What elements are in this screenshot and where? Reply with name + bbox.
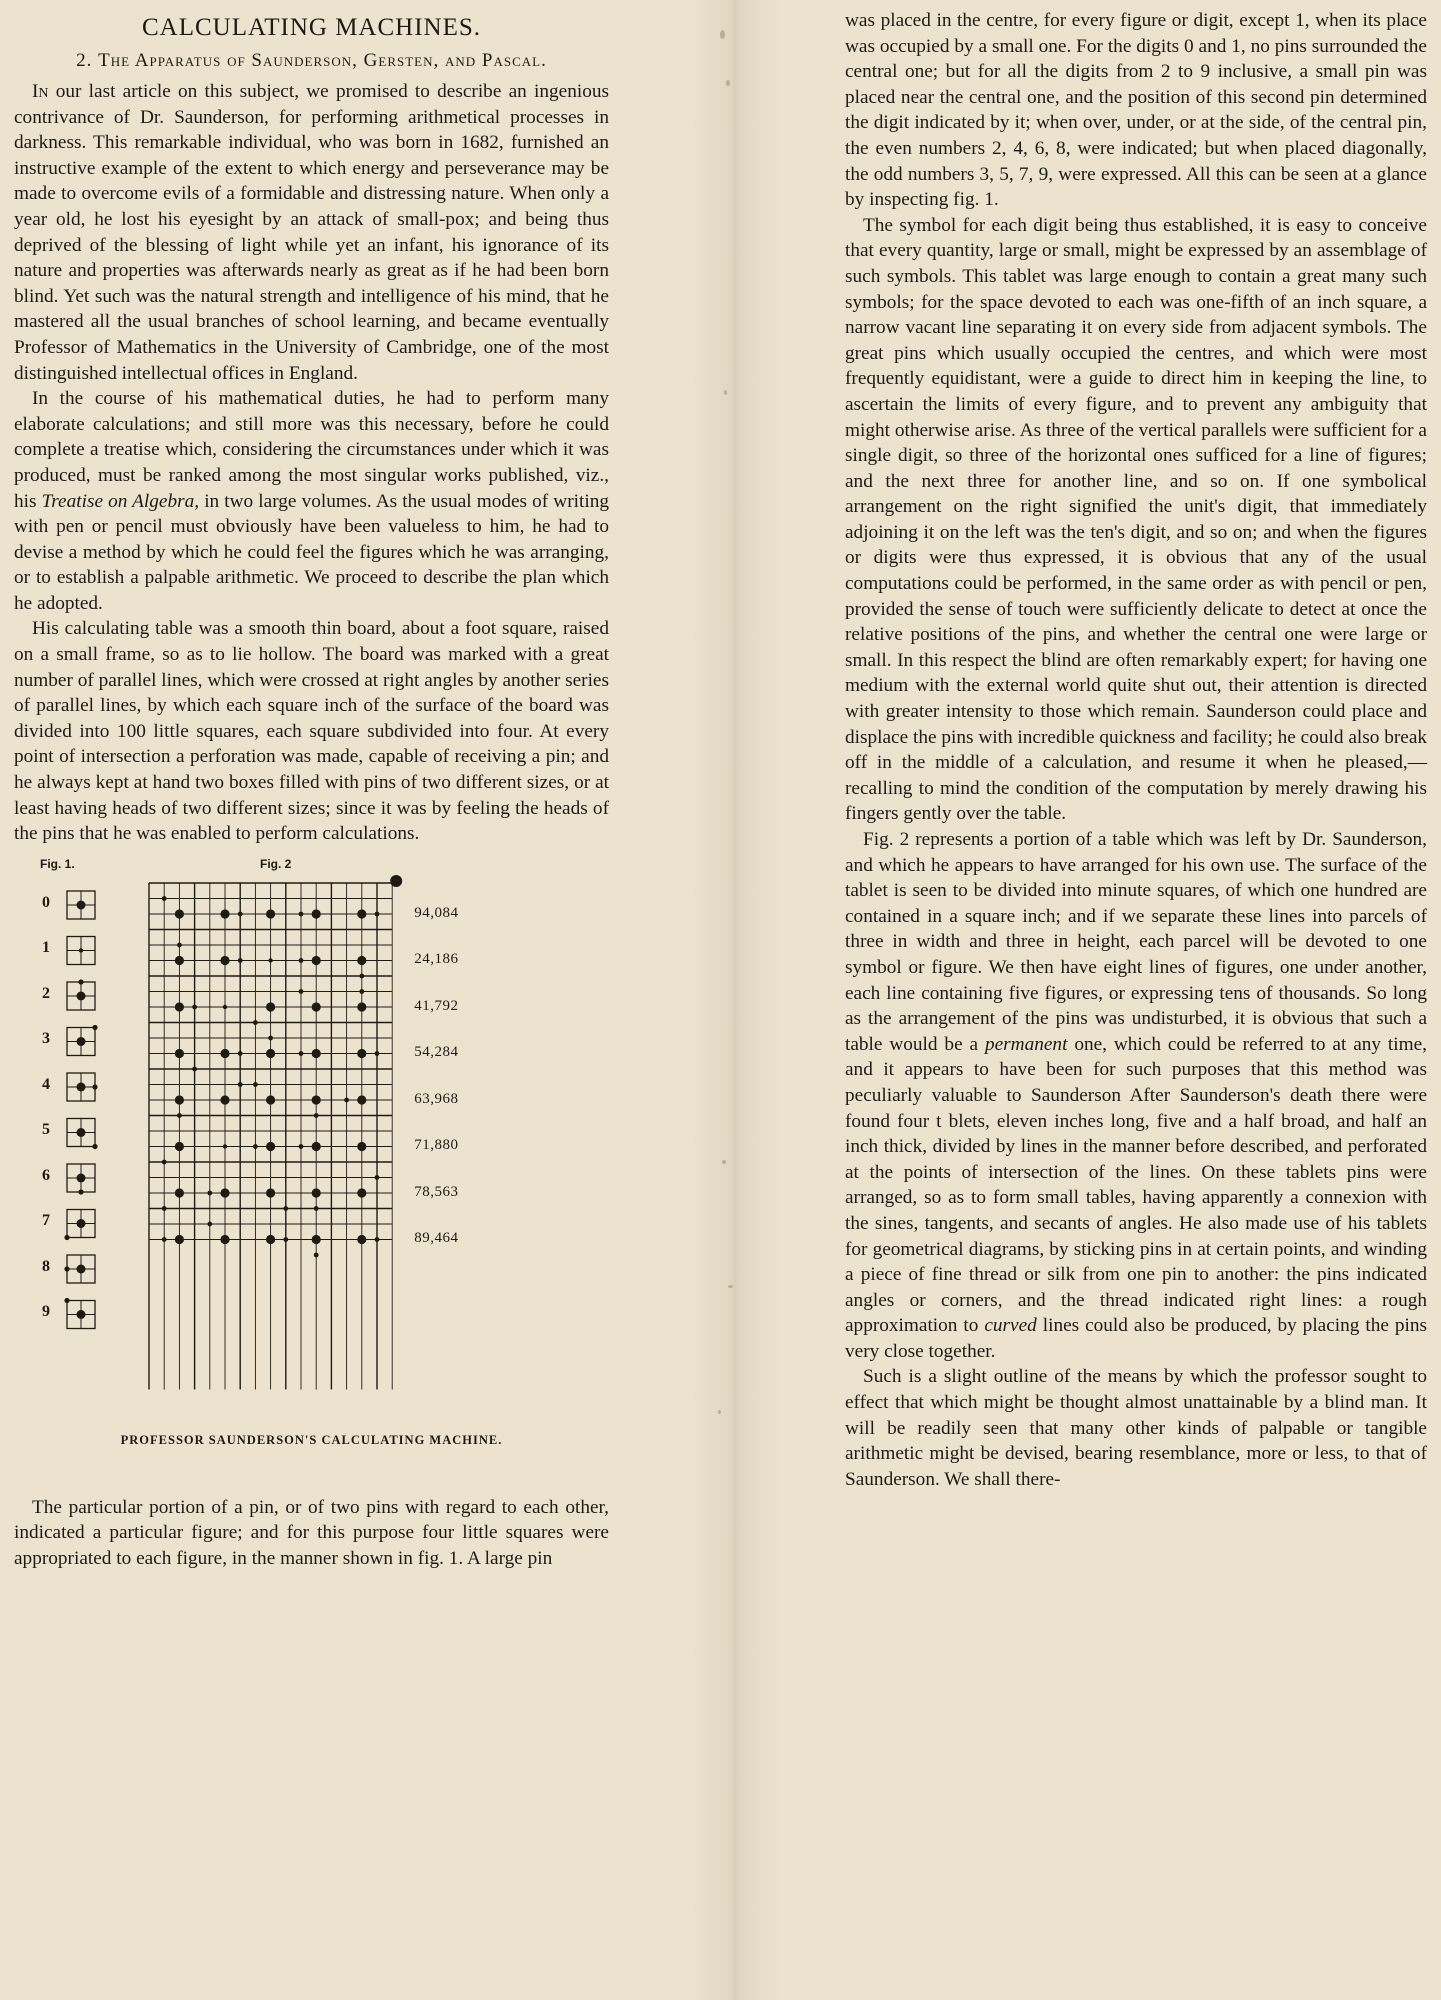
figure-calculating-machine (14, 855, 609, 1495)
grid-center-pin (357, 1049, 366, 1058)
grid-small-pin (162, 1159, 167, 1164)
grid-center-pin (175, 1142, 184, 1151)
grid-center-pin (357, 1095, 366, 1104)
page-gutter (690, 0, 780, 2000)
paper-speck (726, 80, 730, 86)
grid-center-pin (268, 958, 272, 962)
digit-label: 3 (42, 1030, 50, 1048)
row-value-label: 24,186 (414, 951, 459, 968)
center-pin (77, 1219, 86, 1228)
grid-small-pin (238, 1051, 243, 1056)
subtitle-text: The Apparatus of Saunderson, Gersten, and Pascal. (98, 50, 547, 71)
grid-center-pin (220, 1188, 229, 1197)
paragraph (14, 1495, 609, 1572)
grid-small-pin (253, 1020, 258, 1025)
grid-center-pin (175, 909, 184, 918)
row-value-label: 63,968 (414, 1090, 459, 1107)
grid-small-pin (162, 1206, 167, 1211)
paragraph-text: In the course of his mathematical duties, he had to perform many elaborate calculations; and still more was this necessary, before he could complete a treatise which, considering the circumstances under which it was produced, must be ranked among the most singular works published, viz., his (14, 388, 609, 512)
paragraph (14, 386, 609, 616)
grid-small-pin (375, 1175, 380, 1180)
grid-small-pin (375, 911, 380, 916)
digit-label: 0 (42, 893, 50, 911)
grid-small-pin (314, 1252, 319, 1257)
row-value-label: 41,792 (414, 997, 459, 1014)
grid-center-pin (266, 909, 275, 918)
center-pin (77, 991, 86, 1000)
grid-small-pin (299, 1144, 304, 1149)
small-pin (92, 1025, 97, 1030)
digit-label: 6 (42, 1166, 50, 1184)
small-pin (78, 979, 83, 984)
grid-center-pin (266, 1142, 275, 1151)
grid-center-pin (266, 1095, 275, 1104)
digit-label: 1 (42, 939, 50, 957)
small-pin (64, 1298, 69, 1303)
paragraph (14, 79, 609, 386)
digit-label: 4 (42, 1075, 50, 1093)
paragraph-text: lines could also be produced, by placing the pins very close together. (845, 1315, 1427, 1362)
center-pin (77, 1128, 86, 1137)
article-subtitle (14, 48, 609, 73)
grid-small-pin (268, 1035, 273, 1040)
grid-small-pin (162, 1237, 167, 1242)
paragraph-text: was placed in the centre, for every figure or digit, except 1, when its place was occupied by a small one. For the digits 0 and 1, no pins surrounded the central one; but for all the digits from 2 to 9 inclusive, a small pin was placed near the central one, and the position of this second pin determined the digit indicated by it; when over, under, or at the side, of the central pin, the even numbers 2, 4, 6, 8, were indicated; but when placed diagonally, the odd numbers 3, 5, 7, 9, were expressed. All this can be seen at a glance by inspecting fig. 1. (845, 10, 1427, 211)
grid-small-pin (359, 989, 364, 994)
paper-speck (718, 1410, 721, 1414)
paragraph-text: Such is a slight outline of the means by which the professor sought to effect that which might be thought almost unattainable by a blind man. It will be readily seen that many other kinds of palpable or tangible arithmetic might be devised, bearing resemblance, more or less, to that of Saunderson. We shall there- (845, 1366, 1427, 1490)
grid-center-pin (357, 1235, 366, 1244)
grid-center-pin (175, 1095, 184, 1104)
grid-center-pin (266, 1188, 275, 1197)
paragraph (14, 616, 609, 846)
grid-small-pin (238, 1082, 243, 1087)
grid-small-pin (283, 1206, 288, 1211)
grid-small-pin (359, 973, 364, 978)
center-pin (77, 1264, 86, 1273)
grid-center-pin (223, 1144, 227, 1148)
paper-speck (728, 1285, 733, 1288)
grid-small-pin (283, 1237, 288, 1242)
grid-small-pin (299, 989, 304, 994)
grid-center-pin (175, 956, 184, 965)
grid-center-pin (220, 1235, 229, 1244)
paragraph-text: our last article on this subject, we promised to describe an ingenious contrivance of Dr. Saunderson, for performing arithmetical processes in darkness. This remarkable individual, who was born in 1682, furnished an instructive example of the extent to which energy and perseverance may be made to overcome evils of a formidable and distressing nature. When only a year old, he lost his eyesight by an attack of small-pox; and being thus deprived of the blessing of light while yet an infant, his ignorance of its nature and properties was afterwards nearly as great as if he had been born blind. Yet such was the natural strength and intelligence of his mind, that he mastered all the usual branches of school learning, and became eventually Professor of Mathematics in the University of Cambridge, one of the most distinguished intellectual offices in England. (14, 81, 609, 384)
row-value-label: 89,464 (414, 1230, 459, 1247)
center-pin (77, 1173, 86, 1182)
grid-small-pin (314, 1206, 319, 1211)
row-value-label: 78,563 (414, 1183, 459, 1200)
drop-word: In (32, 81, 49, 102)
row-value-label: 71,880 (414, 1137, 459, 1154)
center-pin (77, 1082, 86, 1091)
figure-illustration (14, 855, 609, 1455)
grid-center-pin (175, 1235, 184, 1244)
paragraph-text: one, which could be referred to at any time, and it appears to have been for such purposes that this method was peculiarly valuable to Saunderson After Saunderson's death there were found four t blets, eleven inches long, five and a half broad, and half an inch thick, divided by lines in the manner before described, and perforated at the points of intersection of the lines. On these tablets pins were arranged, so as to form small tables, having apparently a connexion with the sines, tangents, and secants of angles. He also made use of his tablets for geometrical diagrams, by sticking pins in at certain points, and winding a piece of fine thread or silk from one pin to another: the pins indicated angles or corners, and the thread indicated right lines: a rough approximation to (845, 1033, 1428, 1337)
center-pin (77, 900, 86, 909)
grid-center-pin (175, 1188, 184, 1197)
paragraph (845, 827, 1427, 1364)
grid-small-pin (375, 1051, 380, 1056)
grid-small-pin (253, 1082, 258, 1087)
grid-small-pin (177, 1113, 182, 1118)
fig1-label: Fig. 1. (40, 856, 75, 871)
small-pin (64, 1235, 69, 1240)
grid-center-pin (223, 1005, 227, 1009)
grid-small-pin (344, 1097, 349, 1102)
grid-center-pin (312, 1235, 321, 1244)
paper-speck (724, 390, 727, 395)
grid-small-pin (207, 1190, 212, 1195)
grid-small-pin (177, 942, 182, 947)
grid-center-pin (220, 1095, 229, 1104)
grid-small-pin (238, 911, 243, 916)
left-column (14, 8, 609, 1572)
grid-center-pin (312, 1095, 321, 1104)
small-pin (92, 1084, 97, 1089)
grid-small-pin (192, 1066, 197, 1071)
grid-small-pin (314, 1113, 319, 1118)
paragraph (845, 213, 1427, 827)
grid-small-pin (299, 958, 304, 963)
grid-center-pin (312, 1049, 321, 1058)
grid-center-pin (175, 1002, 184, 1011)
grid-center-pin (312, 956, 321, 965)
paper-speck (722, 1160, 726, 1164)
center-pin (77, 1310, 86, 1319)
grid-small-pin (207, 1221, 212, 1226)
article-title: CALCULATING MACHINES. (141, 14, 482, 41)
grid-center-pin (357, 1188, 366, 1197)
paragraph (845, 1364, 1427, 1492)
grid-center-pin (312, 1142, 321, 1151)
center-pin (79, 948, 83, 952)
grid-center-pin (220, 909, 229, 918)
emphasis-text: curved (984, 1315, 1037, 1337)
grid-center-pin (312, 1002, 321, 1011)
digit-label: 2 (42, 984, 50, 1002)
corner-pin (390, 875, 402, 887)
right-column (845, 8, 1427, 1492)
figure-caption: PROFESSOR SAUNDERSON'S CALCULATING MACHINE. (120, 1432, 503, 1447)
grid-center-pin (220, 956, 229, 965)
emphasis-text: permanent (984, 1033, 1068, 1055)
grid-center-pin (357, 956, 366, 965)
section-number: 2. (76, 50, 93, 71)
paragraph (845, 8, 1427, 213)
row-value-label: 94,084 (414, 904, 459, 921)
book-title: Treatise on Algebra, (41, 490, 200, 512)
paragraph-text: The symbol for each digit being thus established, it is easy to conceive that every quantity, large or small, might be expressed by an assemblage of such symbols. This tablet was large enough to contain a great many such symbols; for the space devoted to each was one-fifth of an inch square, a narrow vacant line separating it on every side from adjacent symbols. The great pins which usually occupied the centres, and which were most frequently equidistant, were a guide to direct him in keeping the line, to ascertain the limits of every figure, and to prevent any ambiguity that might otherwise arise. As three of the vertical parallels were sufficient for a single digit, so three of the horizontal ones sufficed for a line of figures; and the next three for another line, and so on. If one symbolical arrangement on the right signified the unit's digit, that immediately adjoining it on the left was the ten's digit, and so on; and when the figures or digits were thus expressed, it is obvious that any of the usual computations could be performed, in the same order as with pencil or pen, provided the sense of touch were sufficiently delicate to detect at once the relative positions of the pins, and whether the central one were large or small. In this respect the blind are often remarkably expert; for having one medium with the external world quite shut out, their attention is directed with greater intensity to those which remain. Saunderson could place and displace the pins with incredible quickness and facility; he could also break off in the middle of a calculation, and resume it when he pleased,—recalling to mind the condition of the computation by merely drawing his fingers gently over the table. (845, 214, 1428, 825)
grid-small-pin (238, 958, 243, 963)
digit-label: 8 (42, 1257, 50, 1275)
grid-center-pin (357, 1002, 366, 1011)
paragraph-text: in two large volumes. As the usual modes of writing with pen or pencil must obviously have been valueless to him, he had to devise a method by which he could feel the figures which he was arranging, or to establish a palpable arithmetic. We proceed to describe the plan which he adopted. (14, 490, 609, 614)
grid-small-pin (299, 1051, 304, 1056)
grid-center-pin (266, 1235, 275, 1244)
digit-label: 9 (42, 1303, 50, 1321)
grid-small-pin (162, 896, 167, 901)
paper-speck (720, 30, 725, 39)
paragraph-text: His calculating table was a smooth thin board, about a foot square, raised on a small frame, so as to lie hollow. The board was marked with a great number of parallel lines, which were crossed at right angles by another series of parallel lines, by which each square inch of the surface of the board was divided into 100 little squares, each square subdivided into four. At every point of intersection a perforation was made, capable of receiving a pin; and he always kept at hand two boxes filled with pins of two different sizes, or at least having heads of two different sizes; since it was by feeling the heads of the pins that he was enabled to perform calculations. (14, 618, 609, 845)
grid-center-pin (266, 1002, 275, 1011)
grid-center-pin (357, 909, 366, 918)
grid-center-pin (357, 1142, 366, 1151)
center-pin (77, 1037, 86, 1046)
small-pin (92, 1144, 97, 1149)
grid-center-pin (312, 909, 321, 918)
grid-small-pin (299, 911, 304, 916)
grid-small-pin (375, 1237, 380, 1242)
digit-label: 5 (42, 1121, 50, 1139)
row-value-label: 54,284 (414, 1044, 459, 1061)
grid-small-pin (253, 1144, 258, 1149)
grid-center-pin (220, 1049, 229, 1058)
paragraph-text: The particular portion of a pin, or of two pins with regard to each other, indicated a particular figure; and for this purpose four little squares were appropriated to each figure, in the manner shown in fig. 1. A large pin (14, 1496, 609, 1569)
small-pin (78, 1189, 83, 1194)
paragraph-text: Fig. 2 represents a portion of a table which was left by Dr. Saunderson, and which he appears to have arranged for his own use. The surface of the tablet is seen to be divided into minute squares, of which one hundred are contained in a square inch; and if we separate these lines into parcels of three in width and three in height, each parcel will be devoted to one symbol or figure. We then have eight lines of figures, one under another, each line containing five figures, or expressing tens of thousands. So long as the arrangement of the pins was undisturbed, it is obvious that such a table would be a (845, 829, 1427, 1055)
fig2-label: Fig. 2 (260, 856, 292, 871)
grid-center-pin (312, 1188, 321, 1197)
digit-label: 7 (42, 1212, 50, 1230)
grid-center-pin (266, 1049, 275, 1058)
small-pin (64, 1266, 69, 1271)
grid-center-pin (175, 1049, 184, 1058)
grid-small-pin (192, 1004, 197, 1009)
